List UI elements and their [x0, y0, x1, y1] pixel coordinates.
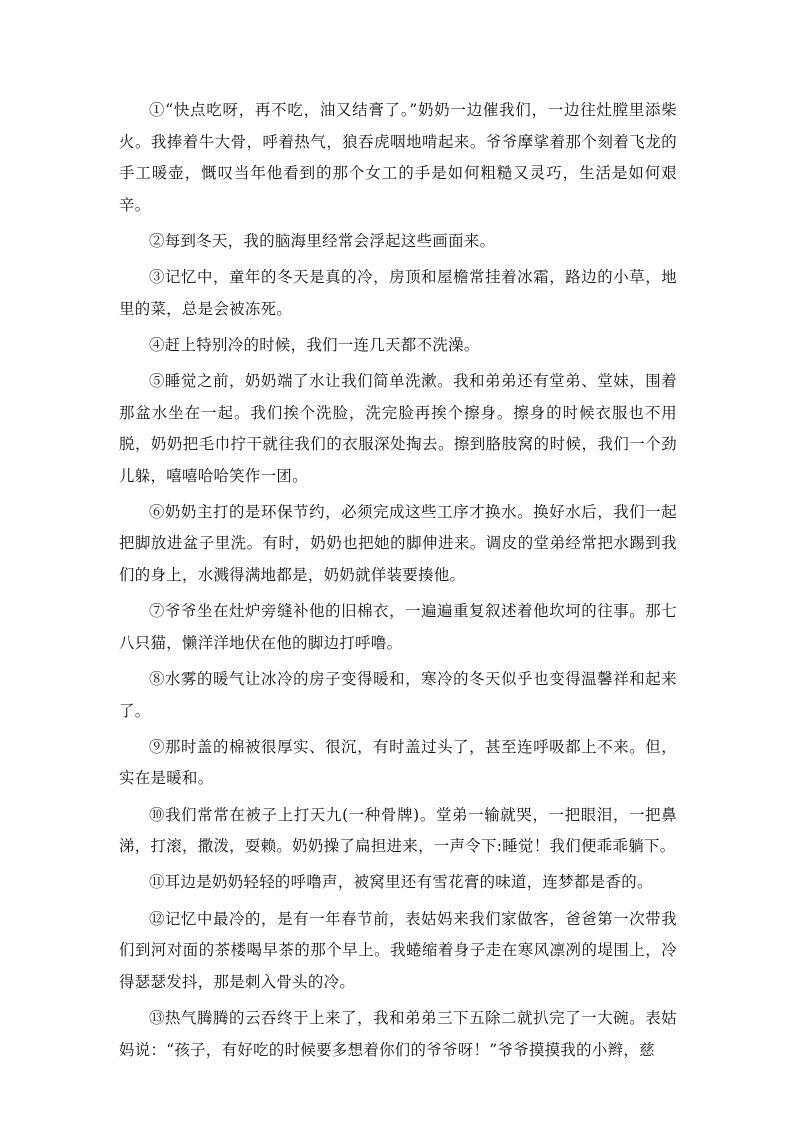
paragraph-text: 我们常常在被子上打天九(一种骨牌)。堂弟一输就哭，一把眼泪，一把鼻涕，打滚，撒泼，耍赖。奶奶操了扁担进来，一声令下:睡觉！我们便乖乖躺下。 — [119, 805, 677, 856]
paragraph-number: ⑤ — [149, 372, 166, 391]
paragraph-text: 水雾的暖气让冰冷的房子变得暖和，寒冷的冬天似乎也变得温馨祥和起来了。 — [119, 670, 677, 720]
paragraph-text: 奶奶主打的是环保节约，必须完成这些工序才换水。换好水后，我们一起把脚放进盆子里洗。有时，奶奶也把她的脚伸进来。调皮的堂弟经常把水踢到我们的身上，水溅得满地都是，奶奶就佯装要揍他。 — [119, 502, 677, 584]
paragraph-3 — [119, 262, 677, 325]
paragraph-text: 爷爷坐在灶炉旁缝补他的旧棉衣，一遍遍重复叙述着他坎坷的往事。那七八只猫，懒洋洋地伏在他的脚边打呼噜。 — [119, 602, 677, 652]
paragraph-5 — [119, 366, 677, 492]
paragraph-6 — [119, 497, 677, 592]
paragraph-text: 那时盖的棉被很厚实、很沉，有时盖过头了，甚至连呼吸都上不来。但，实在是暖和。 — [119, 737, 677, 788]
paragraph-10 — [119, 800, 677, 863]
paragraph-text: 热气腾腾的云吞终于上来了，我和弟弟三下五除二就扒完了一大碗。表姑妈说：“孩子，有好吃的时候要多想着你们的爷爷呀！”爷爷摸摸我的小辫，慈 — [119, 1009, 677, 1059]
paragraph-number: ① — [149, 101, 166, 119]
paragraph-8 — [119, 664, 677, 727]
paragraph-12 — [119, 904, 677, 999]
paragraph-number: ⑥ — [149, 502, 166, 521]
paragraph-number: ⑦ — [149, 602, 166, 621]
paragraph-number: ⑩ — [149, 805, 166, 824]
document-body — [119, 95, 677, 1071]
paragraph-1 — [119, 95, 677, 221]
paragraph-text: 每到冬天，我的脑海里经常会浮起这些画面来。 — [164, 231, 496, 250]
paragraph-number: ⑨ — [149, 737, 166, 756]
paragraph-number: ② — [149, 231, 165, 250]
paragraph-7 — [119, 596, 677, 659]
paragraph-number: ⑧ — [149, 670, 166, 689]
paragraph-2 — [119, 226, 677, 258]
paragraph-text: 赶上特别冷的时候，我们一连几天都不洗澡。 — [164, 335, 480, 354]
paragraph-text: 睡觉之前，奶奶端了水让我们简单洗漱。我和弟弟还有堂弟、堂妹，围着那盆水坐在一起。我们挨个洗脸，洗完脸再挨个擦身。擦身的时候衣服也不用脱，奶奶把毛巾拧干就往我们的衣服深处掏去。擦到胳肢窝的时候，我们一个劲儿躲，嘻嘻哈哈笑作一团。 — [119, 372, 677, 485]
paragraph-13 — [119, 1003, 677, 1066]
paragraph-number: ③ — [149, 268, 166, 287]
paragraph-number: ⑬ — [149, 1009, 166, 1028]
paragraph-11 — [119, 867, 677, 899]
paragraph-text: 记忆中，童年的冬天是真的冷，房顶和屋檐常挂着冰霜，路边的小草，地里的菜，总是会被冻死。 — [119, 268, 677, 318]
paragraph-number: ⑪ — [149, 873, 165, 892]
paragraph-4 — [119, 330, 677, 362]
paragraph-text: 记忆中最冷的，是有一年春节前，表姑妈来我们家做客，爸爸第一次带我们到河对面的茶楼喝早茶的那个早上。我蜷缩着身子走在寒风凛冽的堤围上，冷得瑟瑟发抖，那是刺入骨头的冷。 — [119, 909, 677, 991]
paragraph-9 — [119, 732, 677, 795]
paragraph-text: 耳边是奶奶轻轻的呼噜声，被窝里还有雪花膏的味道，连梦都是香的。 — [164, 873, 653, 892]
paragraph-number: ⑫ — [149, 909, 166, 928]
paragraph-text: “快点吃呀，再不吃，油又结膏了。”奶奶一边催我们，一边往灶膛里添柴火。我捧着牛大骨，呼着热气，狼吞虎咽地啃起来。爷爷摩挲着那个刻着飞龙的手工暖壶，慨叹当年他看到的那个女工的手是如何粗糙又灵巧，生活是如何艰辛。 — [119, 101, 677, 214]
paragraph-number: ④ — [149, 335, 165, 354]
